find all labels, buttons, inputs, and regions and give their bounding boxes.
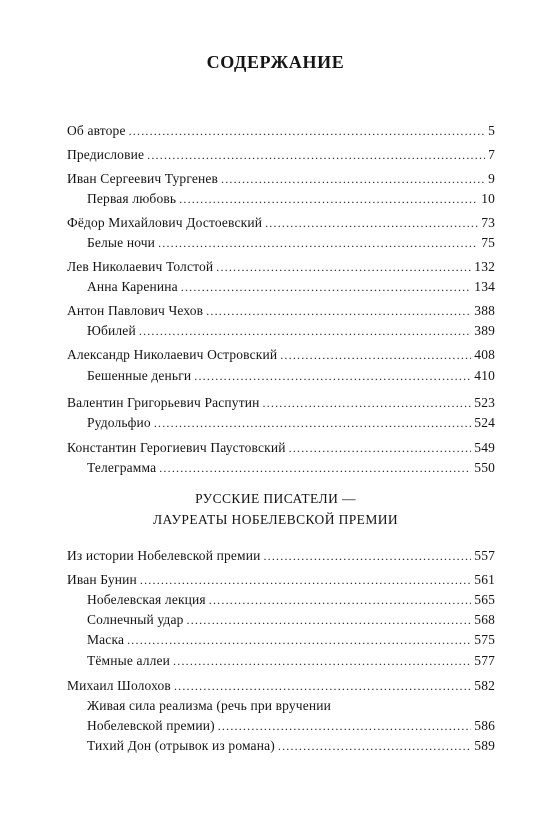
toc-entry <box>67 171 495 187</box>
dot-leader <box>187 612 472 628</box>
toc-entry <box>67 259 495 275</box>
entry-label: Тёмные аллеи <box>87 653 171 668</box>
dot-leader <box>206 303 471 319</box>
entry-label: Михаил Шолохов <box>67 678 171 693</box>
entry-page-number: 408 <box>474 347 495 362</box>
entry-page-number: 9 <box>488 171 495 186</box>
dot-leader <box>147 147 485 163</box>
entry-label: Об авторе <box>67 123 126 138</box>
entry-label: Константин Герогиевич Паустовский <box>67 440 286 455</box>
entry-label: Бешенные деньги <box>87 368 192 383</box>
entry-label: Анна Каренина <box>87 279 178 294</box>
toc-entry <box>67 548 495 564</box>
dot-leader <box>278 738 471 754</box>
entry-label: Из истории Нобелевской премии <box>67 548 261 563</box>
entry-page-number: 589 <box>474 738 495 753</box>
entry-label: Маска <box>87 632 125 647</box>
entry-page-number: 557 <box>474 548 495 563</box>
dot-leader <box>140 572 471 588</box>
entry-label: Рудольфио <box>87 415 151 430</box>
dot-leader <box>265 215 478 231</box>
entry-label: Нобелевской премии) <box>87 718 215 733</box>
dot-leader <box>218 718 472 734</box>
entry-label: Живая сила реализма (речь при вручении <box>87 698 331 713</box>
dot-leader <box>289 440 472 456</box>
dot-leader <box>158 235 478 251</box>
dot-leader <box>129 123 486 139</box>
entry-page-number: 549 <box>474 440 495 455</box>
toc-subentry <box>87 632 495 648</box>
section-heading-line-2: ЛАУРЕАТЫ НОБЕЛЕВСКОЙ ПРЕМИИ <box>152 512 399 527</box>
toc-entry <box>67 303 495 319</box>
entry-label: Александр Николаевич Островский <box>67 347 278 362</box>
toc-subentry <box>87 368 495 384</box>
entry-label: Фёдор Михайлович Достоевский <box>67 215 263 230</box>
entry-label: Первая любовь <box>87 191 177 206</box>
entry-page-number: 73 <box>481 215 495 230</box>
dot-leader <box>179 191 478 207</box>
dot-leader <box>194 368 471 384</box>
entry-page-number: 565 <box>474 592 495 607</box>
toc-subentry <box>87 718 495 734</box>
entry-page-number: 586 <box>474 718 495 733</box>
dot-leader <box>263 548 471 564</box>
toc-subentry <box>87 323 495 339</box>
entry-page-number: 10 <box>481 191 495 206</box>
dot-leader <box>173 653 471 669</box>
dot-leader <box>174 678 471 694</box>
entry-page-number: 577 <box>474 653 495 668</box>
entry-page-number: 7 <box>488 147 495 162</box>
entry-label: Иван Бунин <box>67 572 137 587</box>
entry-page-number: 75 <box>481 235 495 250</box>
entry-label: Иван Сергеевич Тургенев <box>67 171 219 186</box>
entry-page-number: 575 <box>474 632 495 647</box>
toc-entry <box>67 147 495 163</box>
dot-leader <box>280 347 471 363</box>
toc-subentry-first-line <box>87 698 495 714</box>
dot-leader <box>263 395 472 411</box>
page-title: СОДЕРЖАНИЕ <box>206 52 345 72</box>
entry-label: Тихий Дон (отрывок из романа) <box>87 738 275 753</box>
entry-label: Юбилей <box>87 323 136 338</box>
toc-subentry <box>87 235 495 251</box>
dot-leader <box>216 259 471 275</box>
dot-leader <box>209 592 472 608</box>
section-heading-line-1: РУССКИЕ ПИСАТЕЛИ — <box>195 491 356 506</box>
toc-subentry <box>87 191 495 207</box>
entry-label: Антон Павлович Чехов <box>67 303 204 318</box>
toc-subentry <box>87 415 495 431</box>
dot-leader <box>221 171 485 187</box>
entry-label: Телеграмма <box>87 460 157 475</box>
dot-leader <box>139 323 471 339</box>
dot-leader <box>154 415 471 431</box>
entry-label: Белые ночи <box>87 235 156 250</box>
toc-entry <box>67 440 495 456</box>
entry-label: Солнечный удар <box>87 612 184 627</box>
toc-entry <box>67 395 495 411</box>
entry-page-number: 550 <box>474 460 495 475</box>
entry-label: Предисловие <box>67 147 145 162</box>
dot-leader <box>127 632 471 648</box>
toc-subentry <box>87 653 495 669</box>
entry-page-number: 132 <box>474 259 495 274</box>
entry-page-number: 134 <box>474 279 495 294</box>
dot-leader <box>159 460 471 476</box>
toc-subentry <box>87 279 495 295</box>
entry-page-number: 388 <box>474 303 495 318</box>
entry-page-number: 568 <box>474 612 495 627</box>
entry-label: Лев Николаевич Толстой <box>67 259 214 274</box>
toc-entry <box>67 123 495 139</box>
toc-entry <box>67 347 495 363</box>
toc-subentry <box>87 612 495 628</box>
entry-page-number: 524 <box>474 415 495 430</box>
entry-page-number: 389 <box>474 323 495 338</box>
toc-entry <box>67 572 495 588</box>
entry-page-number: 410 <box>474 368 495 383</box>
toc-entry <box>67 678 495 694</box>
entry-page-number: 561 <box>474 572 495 587</box>
entry-label: Валентин Григорьевич Распутин <box>67 395 260 410</box>
dot-leader <box>181 279 472 295</box>
toc-subentry <box>87 592 495 608</box>
toc-subentry <box>87 738 495 754</box>
entry-page-number: 5 <box>488 123 495 138</box>
toc-entry <box>67 215 495 231</box>
entry-label: Нобелевская лекция <box>87 592 206 607</box>
entry-page-number: 523 <box>474 395 495 410</box>
toc-subentry <box>87 460 495 476</box>
entry-page-number: 582 <box>474 678 495 693</box>
